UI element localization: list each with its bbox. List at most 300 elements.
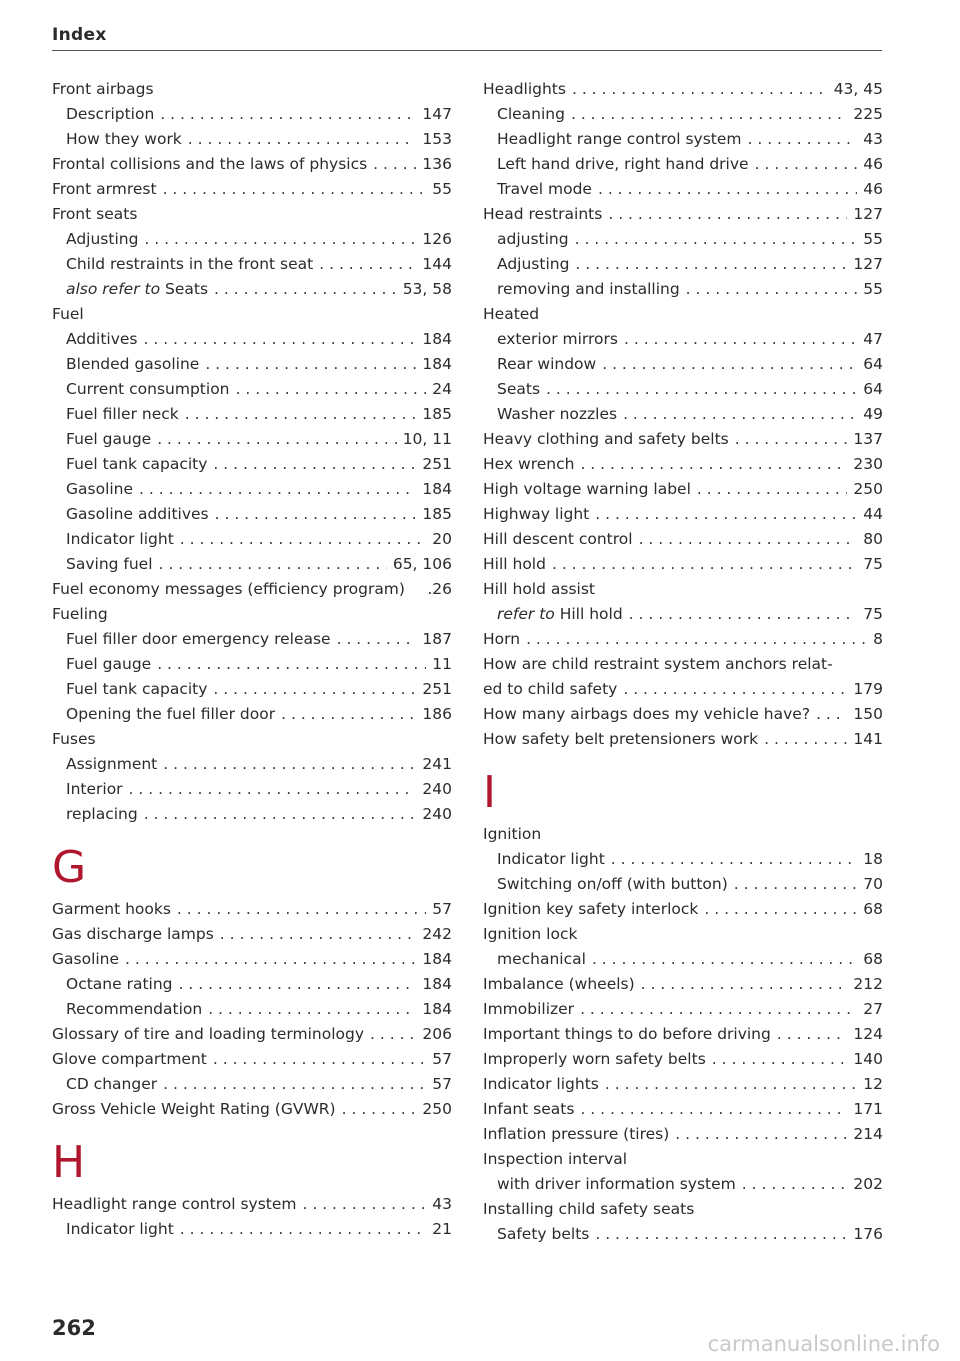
dot-leader — [157, 652, 426, 677]
index-term: Interior — [66, 780, 123, 798]
index-page-ref: 53, 58 — [402, 280, 452, 298]
index-term: Garment hooks — [52, 900, 171, 918]
index-term: Horn — [483, 630, 521, 648]
index-term: Indicator light — [497, 850, 605, 868]
index-entry — [483, 1097, 883, 1122]
index-term: Highway light — [483, 505, 590, 523]
index-entry — [483, 577, 883, 602]
dot-leader — [303, 1192, 427, 1217]
index-page-ref: 251 — [422, 680, 452, 698]
dot-leader — [213, 677, 416, 702]
index-entry — [483, 527, 883, 552]
index-term: Ignition key safety interlock — [483, 900, 699, 918]
index-entry — [483, 77, 883, 102]
dot-leader — [748, 127, 858, 152]
index-subentry — [52, 477, 452, 502]
index-entry — [52, 1022, 452, 1047]
index-term: Hill hold — [559, 605, 623, 623]
index-page-ref: 184 — [422, 480, 452, 498]
index-entry — [483, 1122, 883, 1147]
index-entry — [483, 1197, 883, 1222]
index-page-ref: 47 — [863, 330, 883, 348]
index-subentry — [52, 127, 452, 152]
index-page-ref: 186 — [422, 705, 452, 723]
index-entry — [483, 997, 883, 1022]
index-term: Gasoline — [52, 950, 120, 968]
index-entry — [483, 897, 883, 922]
dot-leader — [163, 752, 416, 777]
index-term: replacing — [66, 805, 138, 823]
index-term: How safety belt pretensioners work — [483, 730, 759, 748]
index-term: Assignment — [66, 755, 158, 773]
index-term: Headlight range control system — [52, 1195, 297, 1213]
index-page-ref: 10, 11 — [402, 430, 452, 448]
index-term: Child restraints in the front seat — [66, 255, 314, 273]
dot-leader — [213, 1047, 426, 1072]
index-subentry — [52, 802, 452, 827]
index-term: Infant seats — [483, 1100, 575, 1118]
index-term: Front airbags — [52, 80, 154, 98]
index-term: Current consumption — [66, 380, 230, 398]
index-page-ref: 185 — [422, 405, 452, 423]
index-subentry — [52, 402, 452, 427]
dot-leader — [595, 1222, 847, 1247]
index-entry — [52, 602, 452, 627]
index-entry — [52, 922, 452, 947]
dot-leader — [159, 552, 387, 577]
index-term: Gross Vehicle Weight Rating (GVWR) — [52, 1100, 336, 1118]
index-entry — [52, 1047, 452, 1072]
index-page-ref: 55 — [432, 180, 452, 198]
index-page-ref: 150 — [853, 705, 883, 723]
index-entry — [483, 652, 883, 677]
header-rule — [52, 50, 882, 51]
index-subentry — [52, 352, 452, 377]
index-page-ref: 179 — [853, 680, 883, 698]
dot-leader — [319, 252, 416, 277]
index-page-ref: 46 — [863, 155, 883, 173]
index-term: Fuses — [52, 730, 96, 748]
index-page-ref: 20 — [432, 530, 452, 548]
dot-leader — [180, 1217, 426, 1242]
index-subentry — [52, 972, 452, 997]
index-term-group — [483, 602, 623, 627]
dot-leader — [163, 1072, 426, 1097]
dot-leader — [205, 352, 416, 377]
index-term: Gas discharge lamps — [52, 925, 214, 943]
index-subentry — [483, 402, 883, 427]
index-term: How are child restraint system anchors relat- — [483, 655, 833, 673]
index-entry — [52, 947, 452, 972]
index-term: Inflation pressure (tires) — [483, 1125, 670, 1143]
dot-leader — [370, 1022, 416, 1047]
index-term: Hill hold — [483, 555, 546, 573]
index-page-ref: 64 — [863, 380, 883, 398]
index-page-ref: 202 — [853, 1175, 883, 1193]
index-page-ref: .26 — [427, 580, 452, 598]
index-page-ref: 68 — [863, 900, 883, 918]
dot-leader — [575, 252, 847, 277]
index-term: Fuel tank capacity — [66, 455, 208, 473]
index-page-ref: 55 — [863, 230, 883, 248]
index-page-ref: 242 — [422, 925, 452, 943]
index-section-letter: I — [483, 767, 496, 818]
index-term: CD changer — [66, 1075, 158, 1093]
dot-leader — [605, 1072, 857, 1097]
index-page-ref: 184 — [422, 355, 452, 373]
index-term: Front armrest — [52, 180, 157, 198]
index-section-letter: H — [52, 1137, 86, 1188]
index-term: Indicator lights — [483, 1075, 599, 1093]
index-page-ref: 57 — [432, 1050, 452, 1068]
index-term: exterior mirrors — [497, 330, 618, 348]
index-term: Installing child safety seats — [483, 1200, 695, 1218]
index-subentry — [52, 777, 452, 802]
dot-leader — [236, 377, 427, 402]
dot-leader — [816, 702, 847, 727]
index-term: Hill hold assist — [483, 580, 595, 598]
dot-leader — [144, 227, 416, 252]
index-entry — [483, 427, 883, 452]
index-term: Ignition — [483, 825, 542, 843]
index-subentry — [483, 227, 883, 252]
index-subentry — [483, 352, 883, 377]
index-entry — [483, 1047, 883, 1072]
dot-leader — [712, 1047, 848, 1072]
page-header-title: Index — [52, 25, 107, 45]
index-subentry — [483, 602, 883, 627]
dot-leader — [546, 377, 857, 402]
dot-leader — [623, 402, 857, 427]
index-page-ref: 8 — [873, 630, 883, 648]
dot-leader — [220, 922, 417, 947]
dot-leader — [734, 872, 857, 897]
dot-leader — [215, 502, 417, 527]
index-page-ref: 65, 106 — [392, 555, 452, 573]
dot-leader — [639, 527, 858, 552]
index-page-ref: 18 — [863, 850, 883, 868]
index-subentry — [483, 872, 883, 897]
dot-leader — [641, 972, 848, 997]
index-page-ref: 124 — [853, 1025, 883, 1043]
dot-leader — [129, 777, 417, 802]
index-page-ref: 141 — [853, 730, 883, 748]
index-subentry — [483, 177, 883, 202]
index-subentry — [483, 152, 883, 177]
dot-leader — [575, 227, 858, 252]
index-term: mechanical — [497, 950, 586, 968]
index-page-ref: 171 — [853, 1100, 883, 1118]
dot-leader — [704, 897, 857, 922]
index-entry — [483, 552, 883, 577]
index-term: Hex wrench — [483, 455, 575, 473]
index-subentry — [483, 277, 883, 302]
index-page-ref: 126 — [422, 230, 452, 248]
index-page-ref: 187 — [422, 630, 452, 648]
index-subentry — [483, 102, 883, 127]
index-entry — [52, 302, 452, 327]
index-term: Seats — [165, 280, 209, 298]
index-entry — [52, 177, 452, 202]
index-entry — [483, 1072, 883, 1097]
index-page-ref: 250 — [853, 480, 883, 498]
dot-leader — [281, 702, 416, 727]
index-entry — [483, 822, 883, 847]
index-subentry — [52, 527, 452, 552]
index-term: Glossary of tire and loading terminology — [52, 1025, 365, 1043]
index-subentry — [483, 1222, 883, 1247]
index-page-ref: 137 — [853, 430, 883, 448]
index-page-ref: 21 — [432, 1220, 452, 1238]
index-term: Switching on/off (with button) — [497, 875, 728, 893]
dot-leader — [623, 677, 847, 702]
index-subentry — [483, 847, 883, 872]
index-page-ref: 184 — [422, 330, 452, 348]
dot-leader — [675, 1122, 847, 1147]
index-page-ref: 46 — [863, 180, 883, 198]
index-term: Additives — [66, 330, 138, 348]
index-entry — [483, 702, 883, 727]
index-page-ref: 230 — [853, 455, 883, 473]
index-term: Cleaning — [497, 105, 565, 123]
index-term: Gasoline additives — [66, 505, 209, 523]
index-entry — [483, 727, 883, 752]
dot-leader — [188, 127, 417, 152]
index-column-right — [483, 77, 883, 1247]
dot-leader — [611, 847, 857, 872]
dot-leader — [580, 997, 857, 1022]
index-term: Front seats — [52, 205, 138, 223]
dot-leader — [214, 277, 397, 302]
index-subentry — [483, 327, 883, 352]
index-subentry — [52, 702, 452, 727]
index-page-ref: 176 — [853, 1225, 883, 1243]
index-term: Opening the fuel filler door — [66, 705, 276, 723]
dot-leader — [572, 77, 828, 102]
index-term: Frontal collisions and the laws of physics — [52, 155, 368, 173]
index-term: Fuel economy messages (efficiency program) — [52, 580, 405, 598]
index-page-ref: 11 — [432, 655, 452, 673]
index-term: Fueling — [52, 605, 108, 623]
dot-leader — [337, 627, 417, 652]
dot-leader — [373, 152, 416, 177]
dot-leader — [598, 177, 857, 202]
index-term: Important things to do before driving — [483, 1025, 771, 1043]
dot-leader — [180, 527, 426, 552]
dot-leader — [697, 477, 848, 502]
dot-leader — [552, 552, 857, 577]
dot-leader — [125, 947, 416, 972]
dot-leader — [342, 1097, 417, 1122]
dot-leader — [629, 602, 858, 627]
index-page-ref: 43 — [432, 1195, 452, 1213]
index-page-ref: 55 — [863, 280, 883, 298]
index-term: Octane rating — [66, 975, 173, 993]
index-term-group — [52, 277, 208, 302]
index-subentry — [483, 1172, 883, 1197]
index-term: Hill descent control — [483, 530, 633, 548]
index-entry — [483, 1147, 883, 1172]
index-page-ref: 251 — [422, 455, 452, 473]
index-subentry — [52, 327, 452, 352]
index-term: Fuel filler door emergency release — [66, 630, 331, 648]
index-term: Heated — [483, 305, 540, 323]
index-subentry — [52, 652, 452, 677]
index-page-ref: 127 — [853, 255, 883, 273]
index-subentry — [52, 752, 452, 777]
index-page-ref: 225 — [853, 105, 883, 123]
dot-leader — [177, 897, 426, 922]
index-term: Seats — [497, 380, 541, 398]
dot-leader — [526, 627, 867, 652]
index-term: Fuel gauge — [66, 655, 152, 673]
index-page-ref: 185 — [422, 505, 452, 523]
index-page-ref: 43 — [863, 130, 883, 148]
index-page-ref: 43, 45 — [833, 80, 883, 98]
index-subentry — [52, 252, 452, 277]
dot-leader — [580, 1097, 847, 1122]
index-term: Headlight range control system — [497, 130, 742, 148]
index-term: Ignition lock — [483, 925, 578, 943]
index-term: Gasoline — [66, 480, 134, 498]
index-subentry — [52, 277, 452, 302]
index-term: How many airbags does my vehicle have? — [483, 705, 811, 723]
index-page-ref: 147 — [422, 105, 452, 123]
index-term: Immobilizer — [483, 1000, 575, 1018]
index-page-ref: 241 — [422, 755, 452, 773]
index-page-ref: 144 — [422, 255, 452, 273]
index-term: ed to child safety — [483, 680, 618, 698]
dot-leader — [608, 202, 847, 227]
index-term: Fuel filler neck — [66, 405, 179, 423]
index-term: How they work — [66, 130, 182, 148]
index-entry — [483, 477, 883, 502]
index-column-left — [52, 77, 452, 1242]
index-term: Indicator light — [66, 1220, 174, 1238]
watermark: carmanualsonline.info — [707, 1332, 940, 1356]
index-term: Saving fuel — [66, 555, 153, 573]
index-subentry — [52, 1072, 452, 1097]
index-entry — [483, 922, 883, 947]
index-page-ref: 49 — [863, 405, 883, 423]
index-entry — [52, 577, 452, 602]
index-term: Improperly worn safety belts — [483, 1050, 706, 1068]
dot-leader — [213, 452, 416, 477]
index-page-ref: 75 — [863, 555, 883, 573]
index-entry — [52, 1097, 452, 1122]
index-page-ref: 70 — [863, 875, 883, 893]
index-subentry — [52, 627, 452, 652]
index-page-ref: 27 — [863, 1000, 883, 1018]
dot-leader — [592, 947, 857, 972]
index-subentry — [52, 552, 452, 577]
index-entry — [52, 1192, 452, 1217]
index-page-ref: 240 — [422, 780, 452, 798]
index-subentry — [52, 997, 452, 1022]
index-term: Heavy clothing and safety belts — [483, 430, 729, 448]
index-section-letter: G — [52, 842, 87, 893]
index-term: with driver information system — [497, 1175, 736, 1193]
index-entry — [483, 452, 883, 477]
dot-leader — [755, 152, 858, 177]
index-page-ref: 136 — [422, 155, 452, 173]
index-subentry — [52, 677, 452, 702]
index-page-ref: 12 — [863, 1075, 883, 1093]
index-term: Travel mode — [497, 180, 592, 198]
index-entry — [483, 677, 883, 702]
index-subentry — [483, 377, 883, 402]
page-number: 262 — [52, 1316, 96, 1340]
index-page-ref: 57 — [432, 1075, 452, 1093]
dot-leader — [602, 352, 857, 377]
dot-leader — [144, 802, 417, 827]
index-term: Adjusting — [497, 255, 570, 273]
index-term: Washer nozzles — [497, 405, 618, 423]
index-term: removing and installing — [497, 280, 680, 298]
index-page-ref: 214 — [853, 1125, 883, 1143]
index-entry — [483, 627, 883, 652]
dot-leader — [624, 327, 857, 352]
index-entry — [52, 897, 452, 922]
index-term: Rear window — [497, 355, 597, 373]
index-entry — [483, 502, 883, 527]
index-entry — [52, 727, 452, 752]
index-subentry — [483, 947, 883, 972]
dot-leader — [686, 277, 858, 302]
index-term: Fuel gauge — [66, 430, 152, 448]
index-subentry — [52, 377, 452, 402]
index-entry — [483, 1022, 883, 1047]
index-page-ref: 240 — [422, 805, 452, 823]
index-term: Fuel tank capacity — [66, 680, 208, 698]
index-entry — [483, 972, 883, 997]
dot-leader — [764, 727, 847, 752]
dot-leader — [185, 402, 417, 427]
index-page-ref: 24 — [432, 380, 452, 398]
dot-leader — [208, 997, 416, 1022]
index-term: High voltage warning label — [483, 480, 691, 498]
index-term: Imbalance (wheels) — [483, 975, 635, 993]
dot-leader — [143, 327, 416, 352]
dot-leader — [571, 102, 847, 127]
index-page-ref: 153 — [422, 130, 452, 148]
index-subentry — [52, 452, 452, 477]
index-term: Fuel — [52, 305, 84, 323]
index-entry — [52, 77, 452, 102]
index-term: Adjusting — [66, 230, 139, 248]
cross-reference-label: also refer to — [66, 280, 161, 298]
index-page-ref: 127 — [853, 205, 883, 223]
index-subentry — [52, 1217, 452, 1242]
index-subentry — [52, 502, 452, 527]
dot-leader — [735, 427, 848, 452]
dot-leader — [580, 452, 847, 477]
index-entry — [483, 302, 883, 327]
index-term: Indicator light — [66, 530, 174, 548]
index-page-ref: 44 — [863, 505, 883, 523]
index-term: Glove compartment — [52, 1050, 207, 1068]
index-page-ref: 75 — [863, 605, 883, 623]
index-page-ref: 206 — [422, 1025, 452, 1043]
index-entry — [52, 152, 452, 177]
index-term: Recommendation — [66, 1000, 203, 1018]
index-term: Description — [66, 105, 155, 123]
index-page-ref: 184 — [422, 975, 452, 993]
index-page-ref: 250 — [422, 1100, 452, 1118]
dot-leader — [160, 102, 416, 127]
index-page-ref: 64 — [863, 355, 883, 373]
index-subentry — [483, 127, 883, 152]
